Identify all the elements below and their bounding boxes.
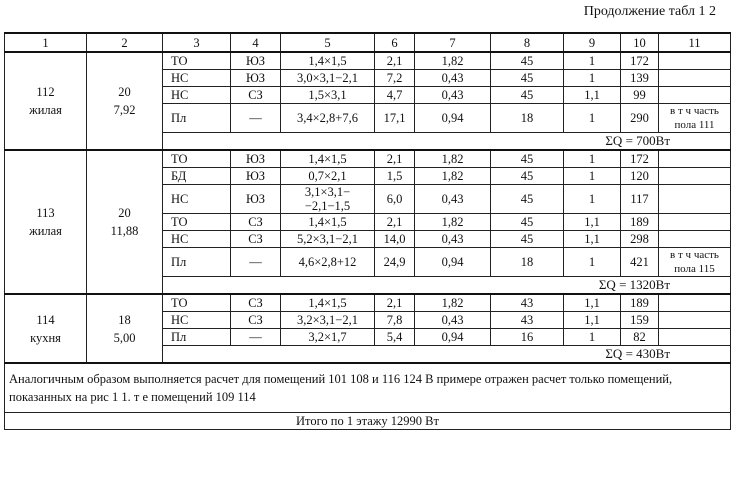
room-number-cell [5,294,87,363]
table-cell: 1 [564,248,621,277]
floor-total: Итого по 1 этажу 12990 Вт [5,413,731,430]
table-cell: НС [163,87,231,104]
room-temperature: 20 [118,85,131,99]
column-header: 9 [564,33,621,52]
table-cell: 3,0×3,1−2,1 [281,70,375,87]
table-row [5,294,731,312]
table-cell: СЗ [231,231,281,248]
table-cell: 3,2×1,7 [281,329,375,346]
table-cell: 1,4×1,5 [281,294,375,312]
column-header: 5 [281,33,375,52]
table-cell: 2,1 [375,52,415,70]
column-header: 2 [87,33,163,52]
table-cell: 3,4×2,8+7,6 [281,104,375,133]
table-cell: 43 [491,294,564,312]
column-header: 3 [163,33,231,52]
table-cell: 1,82 [415,150,491,168]
table-cell: ЮЗ [231,52,281,70]
table-cell: 45 [491,185,564,214]
room-number: 112 [36,85,55,99]
table-cell: 82 [621,329,659,346]
table-cell: 99 [621,87,659,104]
table-cell: 1 [564,150,621,168]
table-cell: 1,82 [415,294,491,312]
table-cell: 0,43 [415,231,491,248]
table-cell: ЮЗ [231,150,281,168]
room-temp-area-cell [87,52,163,150]
table-cell: Пл [163,104,231,133]
table-cell [659,312,731,329]
table-cell [659,185,731,214]
table-cell: 45 [491,231,564,248]
room-area: 5,00 [113,330,136,345]
column-header: 4 [231,33,281,52]
table-cell: 290 [621,104,659,133]
table-cell: СЗ [231,312,281,329]
room-temp-area-cell [87,150,163,294]
table-cell: 1,5 [375,168,415,185]
room-area: 11,88 [110,224,139,238]
table-cell: 1 [564,168,621,185]
table-cell: 17,1 [375,104,415,133]
table-cell [659,87,731,104]
table-cell: 0,43 [415,70,491,87]
table-caption: Продолжение табл 1 2 [583,4,716,19]
table-cell: 172 [621,52,659,70]
table-cell: 43 [491,312,564,329]
table-cell: 1,5×3,1 [281,87,375,104]
table-cell: 1,1 [564,87,621,104]
table-cell: 120 [621,168,659,185]
table-cell: в т ч часть пола 111 [659,104,731,133]
table-cell: 1 [564,52,621,70]
table-cell: 139 [621,70,659,87]
table-cell [659,168,731,185]
table-cell: 0,43 [415,312,491,329]
table-cell: ТО [163,294,231,312]
room-number-cell [5,52,87,150]
column-header: 7 [415,33,491,52]
table-cell: БД [163,168,231,185]
table-cell: 1 [564,185,621,214]
table-cell: 0,94 [415,329,491,346]
table-cell: 0,43 [415,87,491,104]
room-temperature: 20 [118,206,131,220]
table-cell: 189 [621,294,659,312]
table-cell: 421 [621,248,659,277]
heat-loss-table [4,32,731,430]
table-cell: — [231,329,281,346]
table-cell: 1,1 [564,312,621,329]
table-cell: 0,94 [415,248,491,277]
column-header: 6 [375,33,415,52]
table-cell: 298 [621,231,659,248]
table-cell: 5,4 [375,329,415,346]
table-cell: ЮЗ [231,185,281,214]
table-cell: 0,43 [415,185,491,214]
table-cell [659,294,731,312]
table-cell: 1,4×1,5 [281,52,375,70]
table-cell: Пл [163,329,231,346]
table-cell: ЮЗ [231,168,281,185]
table-cell: Пл [163,248,231,277]
table-cell: 1 [564,70,621,87]
table-cell: 3,2×3,1−2,1 [281,312,375,329]
table-cell: 1,82 [415,214,491,231]
table-cell: ТО [163,52,231,70]
note-text: Аналогичным образом выполняется расчет для помещений 101 108 и 116 124 В примере отражен расчет только помещений, показанных на рис 1 1. т е помещений 109 114 [5,363,731,413]
table-cell: 45 [491,87,564,104]
table-cell: СЗ [231,214,281,231]
table-cell: 1,4×1,5 [281,214,375,231]
room-number: 113 [36,206,55,220]
table-cell: 3,1×3,1− −2,1−1,5 [281,185,375,214]
room-name: кухня [30,330,61,345]
column-header: 1 [5,33,87,52]
table-cell: 4,6×2,8+12 [281,248,375,277]
header-row [5,33,731,52]
table-cell: 0,94 [415,104,491,133]
table-cell: 4,7 [375,87,415,104]
table-cell: 1,4×1,5 [281,150,375,168]
table-cell: 18 [491,248,564,277]
room-name: жилая [29,224,62,238]
table-cell: НС [163,70,231,87]
table-row [5,150,731,168]
table-cell: 0,7×2,1 [281,168,375,185]
room-name: жилая [29,103,62,117]
table-cell [659,52,731,70]
room-temp-area-cell [87,294,163,363]
table-cell: СЗ [231,294,281,312]
table-cell: ЮЗ [231,70,281,87]
table-cell [659,150,731,168]
table-cell: 7,2 [375,70,415,87]
table-cell [659,70,731,87]
room-temperature: 18 [118,312,131,327]
table-cell: 5,2×3,1−2,1 [281,231,375,248]
table-cell: 18 [491,104,564,133]
note-row [5,363,731,413]
table-cell: НС [163,185,231,214]
table-cell: 1 [564,104,621,133]
table-cell: 1,82 [415,168,491,185]
table-cell: 45 [491,70,564,87]
room-number-cell [5,150,87,294]
table-cell: ТО [163,214,231,231]
table-cell: 16 [491,329,564,346]
table-cell: 14,0 [375,231,415,248]
table-cell: ТО [163,150,231,168]
room-number: 114 [36,312,55,327]
table-cell: — [231,248,281,277]
table-cell: 2,1 [375,294,415,312]
table-cell: 24,9 [375,248,415,277]
room-heat-loss-sum: ΣQ = 700Вт [163,133,731,151]
column-header: 10 [621,33,659,52]
table-cell: 1,1 [564,214,621,231]
table-cell: 6,0 [375,185,415,214]
table-cell: НС [163,312,231,329]
table-cell: — [231,104,281,133]
table-cell: 1,1 [564,231,621,248]
table-cell: НС [163,231,231,248]
table-cell: 1 [564,329,621,346]
room-heat-loss-sum: ΣQ = 430Вт [163,346,731,364]
column-header: 8 [491,33,564,52]
table-cell: 172 [621,150,659,168]
table-cell: 159 [621,312,659,329]
table-cell: 117 [621,185,659,214]
column-header: 11 [659,33,731,52]
table-cell: 189 [621,214,659,231]
table-cell: 2,1 [375,150,415,168]
table-cell: 1,1 [564,294,621,312]
table-cell: 45 [491,168,564,185]
table-cell [659,329,731,346]
table-cell: 1,82 [415,52,491,70]
total-row [5,413,731,430]
room-heat-loss-sum: ΣQ = 1320Вт [163,277,731,295]
table-cell: в т ч часть пола 115 [659,248,731,277]
table-cell: 2,1 [375,214,415,231]
table-row [5,52,731,70]
table-cell: СЗ [231,87,281,104]
table-cell: 7,8 [375,312,415,329]
table-cell [659,231,731,248]
room-area: 7,92 [113,103,136,117]
table-cell: 45 [491,150,564,168]
table-cell [659,214,731,231]
table-cell: 45 [491,214,564,231]
table-cell: 45 [491,52,564,70]
